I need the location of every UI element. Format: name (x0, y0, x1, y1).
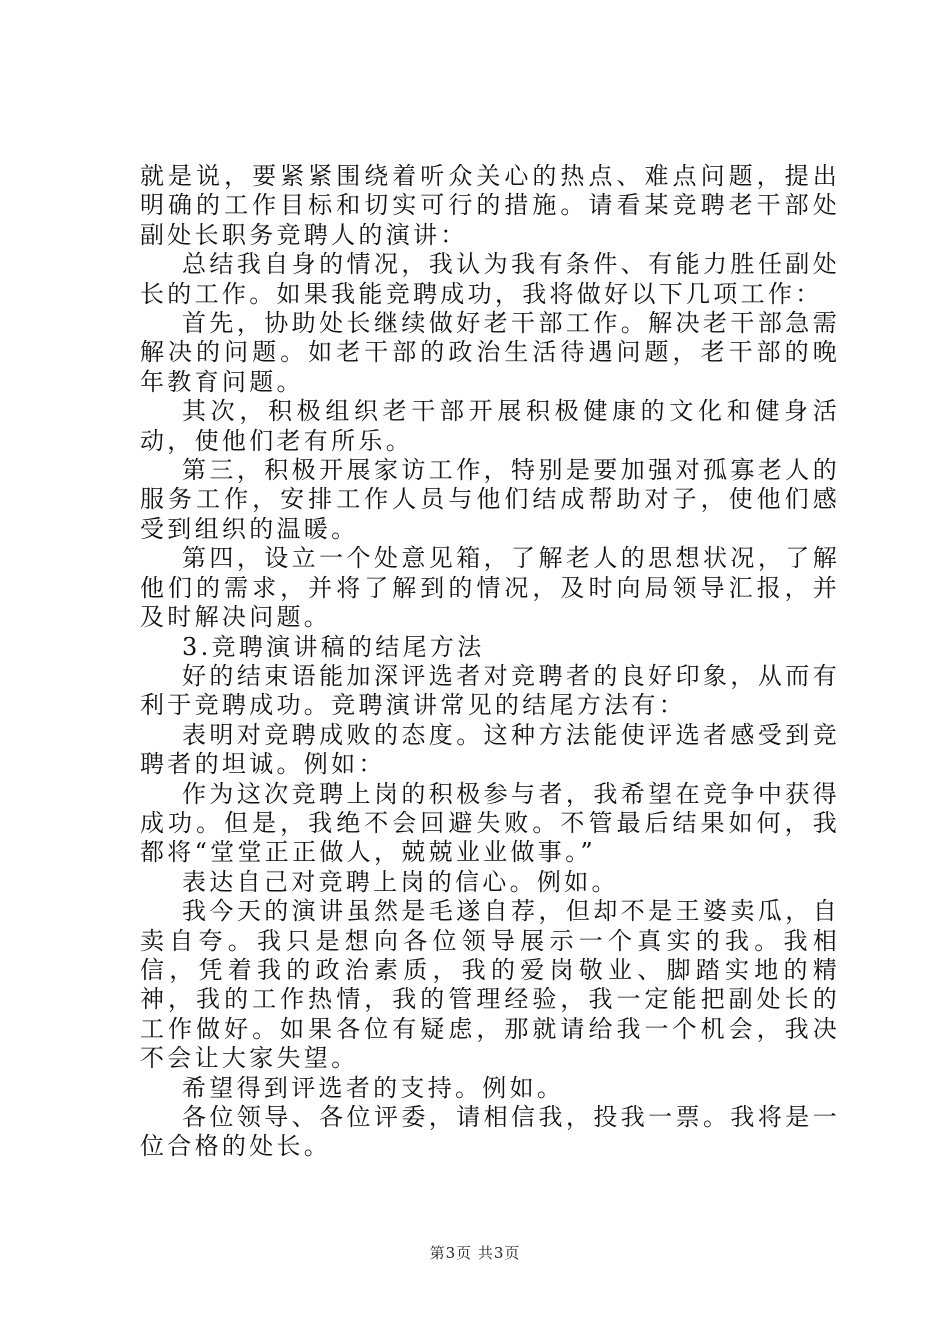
paragraph-third-point: 第三，积极开展家访工作，特别是要加强对孤寡老人的服务工作，安排工作人员与他们结成帮助对子，使他们感受到组织的温暖。 (140, 456, 840, 543)
paragraph-attitude-method: 表明对竞聘成败的态度。这种方法能使评选者感受到竞聘者的坦诚。例如： (140, 720, 840, 779)
paragraph-attitude-example: 作为这次竞聘上岗的积极参与者，我希望在竞争中获得成功。但是，我绝不会回避失败。不管最后结果如何，我都将“堂堂正正做人，兢兢业业做事。” (140, 779, 840, 867)
paragraph-intro-continuation: 就是说，要紧紧围绕着听众关心的热点、难点问题，提出明确的工作目标和切实可行的措施。请看某竞聘老干部处副处长职务竞聘人的演讲： (140, 162, 840, 249)
document-body (140, 162, 840, 1162)
paragraph-fourth-point: 第四，设立一个处意见箱，了解老人的思想状况，了解他们的需求，并将了解到的情况，及时向局领导汇报，并及时解决问题。 (140, 544, 840, 632)
paragraph-self-summary: 总结我自身的情况，我认为我有条件、有能力胜任副处长的工作。如果我能竞聘成功，我将做好以下几项工作： (140, 250, 840, 308)
paragraph-second-point: 其次，积极组织老干部开展积极健康的文化和健身活动，使他们老有所乐。 (140, 397, 840, 455)
paragraph-confidence-example: 我今天的演讲虽然是毛遂自荐，但却不是王婆卖瓜，自卖自夸。我只是想向各位领导展示一个真实的我。我相信，凭着我的政治素质，我的爱岗敬业、脚踏实地的精神，我的工作热情，我的管理经验，我一定能把副处长的工作做好。如果各位有疑虑，那就请给我一个机会，我决不会让大家失望。 (140, 897, 840, 1073)
paragraph-ending-intro: 好的结束语能加深评选者对竞聘者的良好印象，从而有利于竞聘成功。竞聘演讲常见的结尾方法有： (140, 661, 840, 720)
paragraph-first-point: 首先，协助处长继续做好老干部工作。解决老干部急需解决的问题。如老干部的政治生活待遇问题，老干部的晚年教育问题。 (140, 309, 840, 396)
paragraph-support-example: 各位领导、各位评委，请相信我，投我一票。我将是一位合格的处长。 (140, 1103, 840, 1161)
page-number-footer: 第3页 共3页 (429, 1244, 521, 1262)
paragraph-support-method: 希望得到评选者的支持。例如。 (182, 1073, 565, 1102)
paragraph-confidence-method: 表达自己对竞聘上岗的信心。例如。 (182, 867, 619, 896)
section-heading-ending-methods: 3.竞聘演讲稿的结尾方法 (182, 632, 485, 661)
